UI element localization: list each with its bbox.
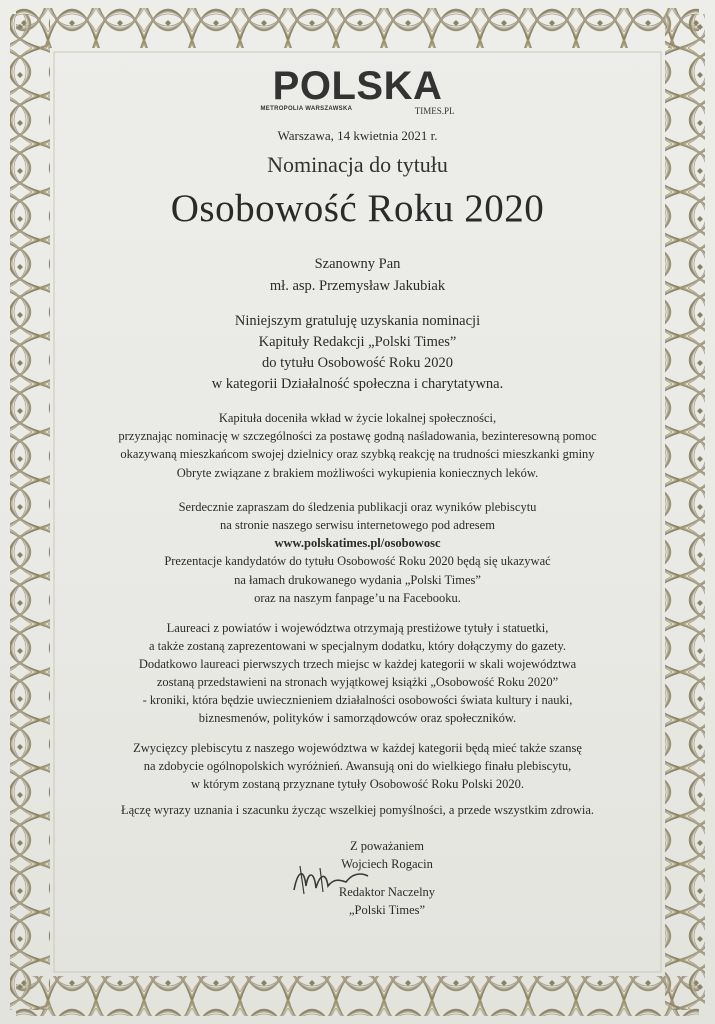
text-line: Prezentacje kandydatów do tytułu Osobowość Roku 2020 będą się ukazywać (164, 554, 551, 569)
text-line: oraz na naszym fanpage’u na Facebooku. (254, 590, 461, 605)
signature-name: Wojciech Rogacin (341, 857, 433, 871)
text-line: a także zostaną zaprezentowani w specjalnym dodatku, który dołączymy do gazety. (148, 639, 567, 654)
award-title: Osobowość Roku 2020 (170, 187, 545, 230)
text-line: przyznając nominację w szczególności za postawę godną naśladowania, bezinteresowną pomoc (118, 429, 597, 444)
logo-left-sub: METROPOLIA WARSZAWSKA (260, 106, 353, 112)
winners-paragraph (52, 739, 663, 793)
text-line: w kategorii Działalność społeczna i charytatywna. (211, 376, 504, 392)
text-line: Laureaci z powiatów i województwa otrzymają prestiżowe tytuły i statuetki, (166, 621, 549, 636)
text-line: okazywaną mieszkańcom swojej dzielnicy oraz szybką reakcję na trudności mieszkanki gminy (120, 447, 595, 462)
text-line: Dodatkowo laureaci pierwszych trzech miejsc w każdej kategorii w skali województwa (138, 657, 577, 672)
issue-date: Warszawa, 14 kwietnia 2021 r. (277, 128, 438, 143)
text-line: Kapituła doceniła wkład w życie lokalnej społeczności, (218, 411, 497, 425)
handwritten-signature (290, 860, 380, 900)
text-line: Niniejszym gratuluję uzyskania nominacji (234, 313, 481, 329)
text-line: Obryte związane z brakiem możliwości wykupienia koniecznych leków. (176, 465, 539, 480)
logo-name: POLSKA (272, 64, 443, 108)
text-line: w którym zostaną przyznane tytuły Osobowość Roku Polski 2020. (191, 777, 524, 792)
text-line: zostaną przedstawieni na stronach wyjątkowej książki „Osobowość Roku 2020” (156, 675, 559, 690)
logo-right-sub: TIMES.PL (414, 106, 455, 116)
text-line: na zdobycie ogólnopolskich wyróżnień. Awansują oni do wielkiego finału plebiscytu, (143, 759, 572, 774)
invitation-paragraph (52, 498, 663, 607)
polska-times-logo (253, 66, 463, 118)
text-line: na łamach drukowanego wydania „Polski Times” (234, 572, 481, 587)
signature-regards: Z poważaniem (350, 839, 424, 853)
recipient-name: mł. asp. Przemysław Jakubiak (269, 278, 446, 294)
certificate-content (52, 62, 663, 917)
text-line: - kroniki, która będzie uwiecznieniem działalności osobowości świata kultury i nauki, (142, 693, 573, 708)
nomination-heading: Nominacja do tytułu (267, 152, 448, 177)
text-line: na stronie naszego serwisu internetowego pod adresem (220, 518, 495, 533)
text-line: Kapituły Redakcji „Polski Times” (258, 334, 457, 350)
laureates-paragraph (52, 619, 663, 727)
congratulation-paragraph (52, 311, 663, 395)
text-line: do tytułu Osobowość Roku 2020 (262, 355, 453, 371)
salutation: Szanowny Pan (314, 256, 401, 272)
signature-org: „Polski Times” (348, 903, 426, 917)
text-line: biznesmenów, polityków i samorządowców oraz społeczników. (198, 711, 517, 726)
addressee-block (52, 253, 663, 297)
closing-line: Łączę wyrazy uznania i szacunku życząc wszelkiej pomyślności, a przede wszystkim zdrowia. (120, 803, 595, 818)
recognition-paragraph (52, 409, 663, 482)
website-url: www.polskatimes.pl/osobowosc (274, 536, 441, 551)
text-line: Serdecznie zapraszam do śledzenia publikacji oraz wyników plebiscytu (178, 499, 537, 514)
text-line: Zwycięzcy plebiscytu z naszego województwa w każdej kategorii będą mieć także szansę (133, 741, 582, 756)
signature-role: Redaktor Naczelny (338, 885, 436, 899)
